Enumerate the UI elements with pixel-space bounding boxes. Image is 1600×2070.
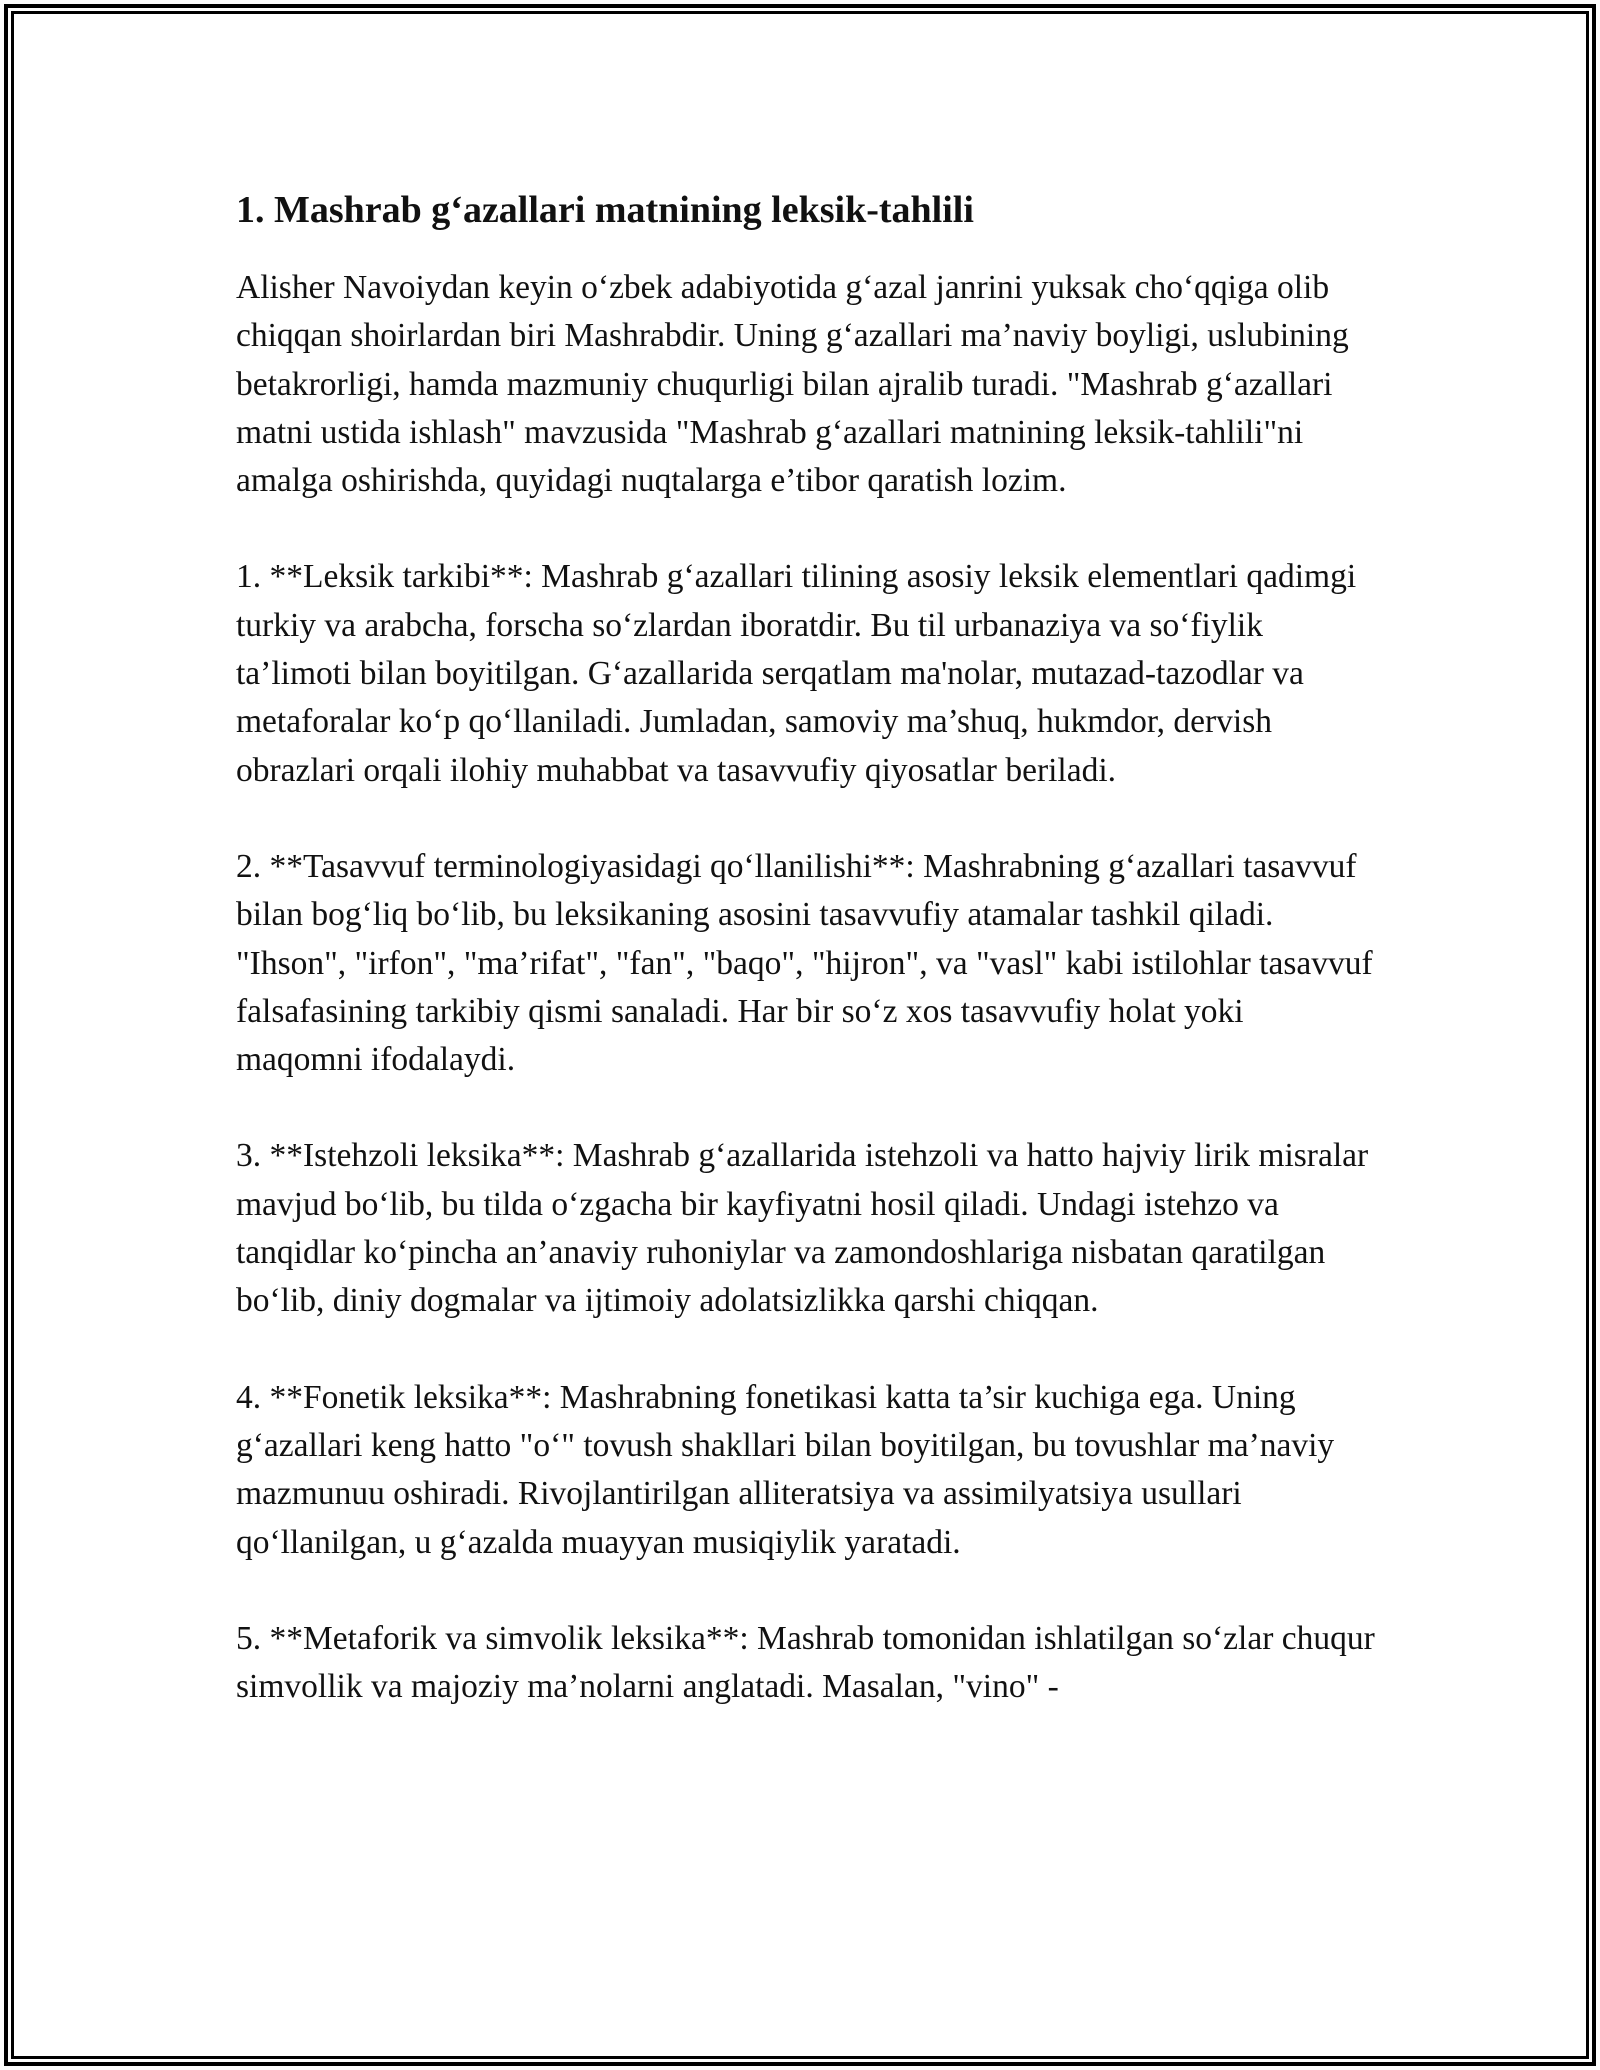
paragraph-metaphoric-lexicon: 5. **Metaforik va simvolik leksika**: Mashrab tomonidan ishlatilgan so‘zlar chuqur simvollik va majoziy ma’nolarni anglatadi. Masalan, "vino" - bbox=[236, 1619, 1375, 1706]
paragraph-ironic-lexicon: 3. **Istehzoli leksika**: Mashrab g‘azallarida istehzoli va hatto hajviy lirik misralar mavjud bo‘lib, bu tilda o‘zgacha bir kayfiyatni hosil qiladi. Undagi istehzo va tanqidlar ko‘pincha an’anaviy ruhoniylar va zamondoshlariga nisbatan qaratilgan bo‘lib, diniy dogmalar va ijtimoiy adolatsizlikka qarshi chiqqan. bbox=[236, 1137, 1369, 1320]
intro-paragraph: Alisher Navoiydan keyin o‘zbek adabiyotida g‘azal janrini yuksak cho‘qqiga olib chiqqan shoirlardan biri Mashrabdir. Uning g‘azallari ma’naviy boyligi, uslubining betakrorligi, hamda mazmuniy chuqurligi bilan ajralib turadi. "Mashrab g‘azallari matni ustida ishlash" mavzusida "Mashrab g‘azallari matnining leksik-tahlili"ni amalga oshirishda, quyidagi nuqtalarga e’tibor qaratish lozim. bbox=[236, 269, 1349, 500]
paragraph-lexical-composition: 1. **Leksik tarkibi**: Mashrab g‘azallari tilining asosiy leksik elementlari qadimgi turkiy va arabcha, forscha so‘zlardan iboratdir. Bu til urbanaziya va so‘fiylik ta’limoti bilan boyitilgan. G‘azallarida serqatlam ma'nolar, mutazad-tazodlar va metaforalar ko‘p qo‘llaniladi. Jumladan, samoviy ma’shuq, hukmdor, dervish obrazlari orqali ilohiy muhabbat va tasavvufiy qiyosatlar beriladi. bbox=[236, 558, 1357, 789]
document-title: 1. Mashrab g‘azallari matnining leksik-tahlili bbox=[236, 189, 974, 231]
paragraph-sufi-terminology: 2. **Tasavvuf terminologiyasidagi qo‘llanilishi**: Mashrabning g‘azallari tasavvuf bilan bog‘liq bo‘lib, bu leksikaning asosini tasavvufiy atamalar tashkil qiladi. "Ihson", "irfon", "ma’rifat", "fan", "baqo", "hijron", va "vasl" kabi istilohlar tasavvuf falsafasining tarkibiy qismi sanaladi. Har bir so‘z xos tasavvufiy holat yoki maqomni ifodalaydi. bbox=[236, 847, 1373, 1079]
paragraph-phonetic-lexicon: 4. **Fonetik leksika**: Mashrabning fonetikasi katta ta’sir kuchiga ega. Uning g‘azallari keng hatto "o‘" tovush shakllari bilan boyitilgan, bu tovushlar ma’naviy mazmunuu oshiradi. Rivojlantirilgan alliteratsiya va assimilyatsiya usullari qo‘llanilgan, u g‘azalda muayyan musiqiylik yaratadi. bbox=[236, 1378, 1335, 1561]
document-body bbox=[236, 186, 1376, 1759]
